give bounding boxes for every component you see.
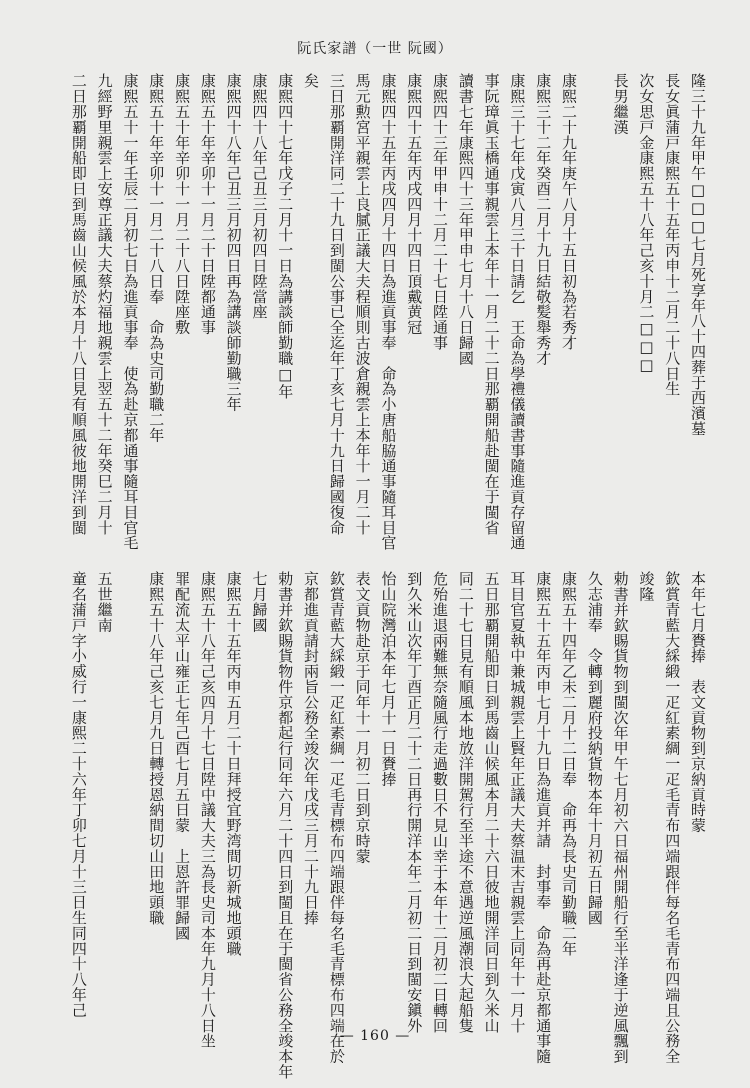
text-column: 五日那覇開船即日到馬齒山候風本月二十六日彼地開洋同日到久米山: [482, 571, 501, 1033]
text-column: 康熙四十八年己丑三月初四日再為講談師勤職三年: [224, 73, 243, 412]
text-column: 次女思戸金康熙五十八年己亥十月二□□□: [637, 73, 656, 375]
text-column: 事阮璋眞玉橋通事親雲上本年十一月二十二日那覇開船赴閩在于閩省: [482, 73, 501, 535]
text-column: 矣: [302, 73, 321, 89]
text-column: 康熙五十年辛卯十一月二十日陞都通事: [198, 73, 217, 335]
text-column: 欽賞青藍大綵緞一疋紅素綢一疋毛青布四端跟伴每名毛青布四端且公務全: [663, 571, 682, 1064]
text-column: 五世繼南: [95, 571, 114, 633]
text-column: 三日那覇開洋同二十九日到閩公事已全迄年丁亥七月十九日歸國復命: [327, 73, 346, 535]
text-column: 欽賞青藍大綵緞一疋紅素綢一疋毛青標布四端跟伴每名毛青標布四端在於: [327, 571, 346, 1064]
text-column: 表文貢物赴京于同年十一月初二日到京時蒙: [353, 571, 372, 864]
text-column: 康熙四十五年丙戌四月十四日為進貢事奉 命為小唐船脇通事隨耳目官: [379, 73, 398, 551]
page-header: 阮氏家譜（一世 阮國）: [297, 41, 453, 57]
text-column: 康熙四十八年己丑三月初四日陞當座: [250, 73, 269, 320]
text-column: 勅書并欽賜貨物件京都起行同年六月二十四日到閩且在于閩省公務全竣本年: [276, 571, 295, 1080]
text-column: 危殆進退兩難無奈隨風行走過數日不見山幸于本年十二月初二日轉回: [431, 571, 450, 1033]
text-column: 本年七月賚捧 表文貢物到京納貢時蒙: [689, 571, 707, 833]
text-column: 康熙五十五年丙申五月二十日拜授宜野湾間切新城地頭職: [224, 571, 243, 956]
text-column: 康熙三十七年戊寅八月三十日請乞 王命為學禮儀讀書事隨進貢存留通: [508, 73, 527, 551]
text-column: 康熙三十二年癸酉二月十九日結敬髪舉秀才: [534, 73, 553, 366]
text-column: 竣隆: [637, 571, 656, 602]
text-column: 馬元勲宮平親雲上良膩正議大夫程順則古波倉親雲上本年十一月二十: [353, 73, 372, 535]
text-column: 隆三十九年甲午□□□七月死享年八十四葬于西濱墓: [689, 73, 707, 437]
text-column: 七月歸國: [250, 571, 269, 633]
text-column: 康熙五十四年乙未二月十二日奉 命再為長史司勤職二年: [560, 571, 579, 956]
text-column: 康熙五十一年壬辰二月初七日為進貢事奉 使為赴京都通事隨耳目官毛: [121, 73, 140, 551]
text-column: 康熙四十五年丙戌四月十四日頂戴黄冠: [405, 73, 424, 335]
text-column: 同二十七日見有順風本地放洋開駕行至半途不意遇逆風潮浪大起船隻: [456, 571, 475, 1033]
text-column: 二日那覇開船即日到馬齒山候風於本月十八日見有順風彼地開洋到閩: [69, 73, 88, 535]
text-column: 長女眞蒲戸康熙五十五年丙申十二月二十八日生: [663, 73, 682, 397]
text-column: 康熙五十年辛卯十一月二十八日陞座敷: [173, 73, 192, 335]
text-column: 讀書七年康熙四十三年甲申七月十八日歸國: [456, 73, 475, 366]
text-column: 到久米山次年丁酉正月二十二日再行開洋本年二月初二日到閩安鎭外: [405, 571, 424, 1033]
text-column: 康熙五十八年己亥四月十七日陞中議大夫三為長史司本年九月十八日坐: [198, 571, 217, 1049]
upper-text-block: [34, 73, 710, 551]
text-column: 康熙五十八年己亥七月九日轉授恩納間切山田地頭職: [147, 571, 166, 926]
text-column: 長男繼漢: [611, 73, 630, 135]
text-column: 久志浦奉 令轉到麗府投納貨物本年十月初五日歸國: [585, 571, 604, 926]
text-column: 怡山院灣泊本年七月十一日賚捧: [379, 571, 398, 787]
text-column: 耳目官夏執中兼城親雲上賢年正議大夫蔡温末吉親雲上同年十一月十: [508, 571, 527, 1033]
text-column: 康熙二十九年庚午八月十五日初為若秀才: [560, 73, 579, 351]
text-column: 康熙五十年辛卯十一月二十八日奉 命為史司勤職二年: [147, 73, 166, 443]
text-column: 勅書并欽賜貨物到閩次年甲午七月初六日福州開船行至半洋逢于逆風飄到: [611, 571, 630, 1064]
text-column: 九經野里親雲上安尊正議大夫蔡灼福地親雲上翌五十二年癸巳二月十: [95, 73, 114, 535]
text-column: 康熙四十三年甲申十二月二十七日陞通事: [431, 73, 450, 351]
text-column: 罪配流太平山雍正七年己酉七月五日蒙 上恩許罪歸國: [173, 571, 192, 941]
text-column: 康熙五十五年丙申七月十九日為進貢并請 封事奉 命為再赴京都通事隨: [534, 571, 553, 1064]
text-column: 康熙四十七年戊子二月十一日為講談師勤職□年: [276, 73, 295, 400]
text-column: 京都進貢請封兩旨公務全竣次年戊戌三月二十九日捧: [302, 571, 321, 926]
page-number: — 160 —: [339, 1028, 411, 1044]
text-column: 童名蒲戸字小威行一康熙二十六年丁卯七月十三日生同四十八年己: [69, 571, 88, 1018]
